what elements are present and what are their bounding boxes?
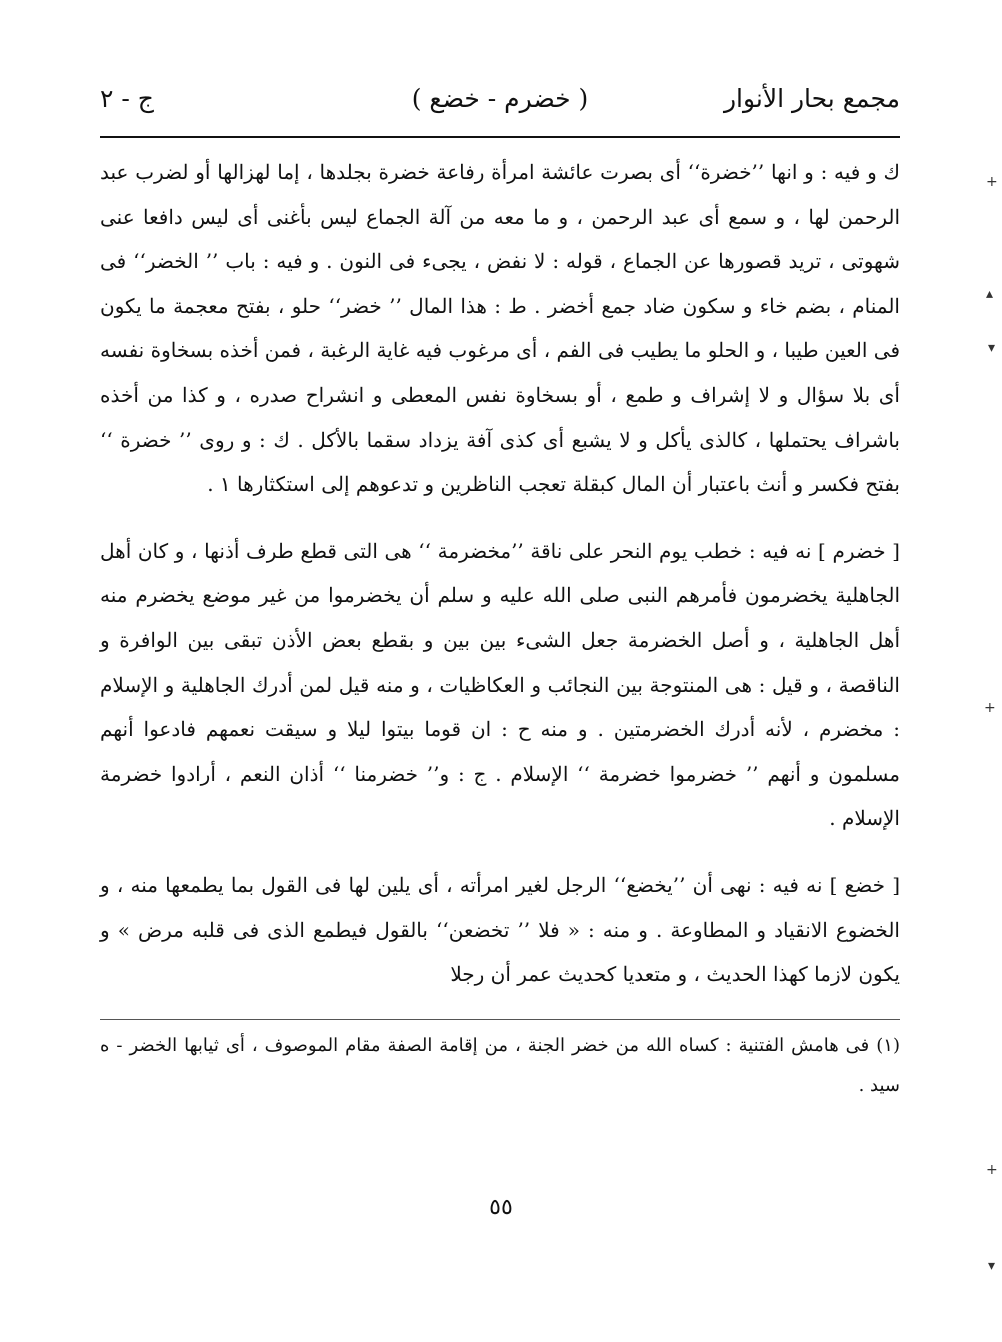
entry-range: ( خضرم - خضع ) xyxy=(411,84,589,113)
paragraph-khadir: ك و فيه : و انها ’’خضرة‘‘ أى بصرت عائشة امرأة رفاعة خضرة بجلدها ، إما لهزالها أو لضرب عبد الرحمن لها ، و سمع أى عبد الرحمن ، و ما معه من آلة الجماع ليس بأغنى أى ليس دافعا عنى شهوتى ، تريد قصورها عن الجماع ، قوله : لا نفض ، يجىء فى النون . و فيه : باب ’’ الخضر‘‘ فى المنام ، بضم خاء و سكون ضاد جمع أخضر . ط : هذا المال ’’ خضر‘‘ حلو ، بفتح معجمة ما يكون فى العين طيبا ، و الحلو ما يطيب فى الفم ، أى مرغوب فيه غاية الرغبة ، فمن أخذه بسخاوة نفسه أى بلا سؤال و لا إشراف و طمع ، أو بسخاوة نفس المعطى و انشراح صدره ، و كذا من أخذه باشراف يحتملها ، كالذى يأكل و لا يشبع أى كذى آفة يزداد سقما بالأكل . ك : و روى ’’ خضرة ‘‘ بفتح فكسر و أنث باعتبار أن المال كبقلة تعجب الناظرين و تدعوهم إلى استكثارها ١ . xyxy=(100,160,900,497)
crop-mark-icon: + xyxy=(984,700,996,716)
paragraph-khada: [ خضع ] نه فيه : نهى أن ’’يخضع‘‘ الرجل لغير امرأته ، أى يلين لها فى القول بما يطمعها منه ، و الخضوع الانقياد و المطاوعة . و منه : « فلا ’’ تخضعن‘‘ بالقول فيطمع الذى فى قلبه مرض » و يكون لازما كهذا الحديث ، و متعديا كحديث عمر أن رجلا xyxy=(100,872,900,987)
crop-mark-icon: + xyxy=(986,174,998,190)
crop-mark-icon: ▴ xyxy=(986,286,994,302)
crop-mark-icon: + xyxy=(986,1162,998,1178)
footnote: (١) فى هامش الفتنية : كساه الله من خضر الجنة ، من إقامة الصفة مقام الموصوف ، أى ثيابها الخضر - ه سيد . xyxy=(100,1034,900,1096)
volume-number: ج - ٢ xyxy=(100,84,154,113)
main-text xyxy=(100,150,900,997)
book-title: مجمع بحار الأنوار xyxy=(723,84,900,113)
crop-mark-icon: ▾ xyxy=(988,340,996,356)
header-rule xyxy=(100,136,900,138)
paragraph-khadram: [ خضرم ] نه فيه : خطب يوم النحر على ناقة ’’مخضرمة ‘‘ هى التى قطع طرف أذنها ، و كان أهل الجاهلية يخضرمون فأمرهم النبى صلى الله عليه و سلم أن يخضرموا من غير موضع يخضرم منه أهل الجاهلية ، و أصل الخضرمة جعل الشىء بين بين و بقطع بعض الأذن تبقى بين الوافرة و الناقصة ، و قيل : هى المنتوجة بين النجائب و العكاظيات ، و منه قيل لمن أدرك الجاهلية و الإسلام : مخضرم ، لأنه أدرك الخضرمتين . و منه ح : ان قوما بيتوا ليلا و سيقت نعمهم فادعوا أنهم مسلمون و أنهم ’’ خضرموا خضرمة ‘‘ الإسلام . ج : و’’ خضرمنا ‘‘ أذان النعم ، أرادوا خضرمة الإسلام . xyxy=(100,538,901,831)
crop-mark-icon: ▾ xyxy=(988,1258,996,1274)
document-page xyxy=(100,70,900,1106)
page-number: ٥٥ xyxy=(489,1195,513,1220)
running-header xyxy=(100,70,900,132)
footnote-rule xyxy=(100,1019,900,1020)
